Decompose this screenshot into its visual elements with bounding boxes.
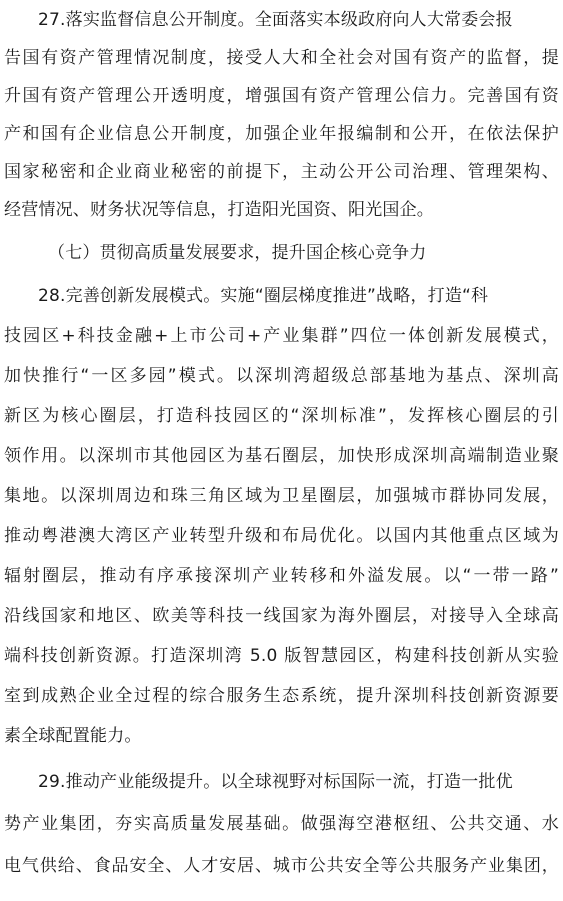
paragraph-28-line-5: 领作用。以深圳市其他园区为基石圈层，加快形成深圳高端制造业聚 (4, 446, 559, 466)
paragraph-27-line-6: 经营情况、财务状况等信息，打造阳光国资、阳光国企。 (4, 200, 434, 220)
paragraph-28-line-4: 新区为核心圈层，打造科技园区的“深圳标准”，发挥核心圈层的引 (4, 406, 559, 426)
paragraph-28-line-8: 辐射圈层，推动有序承接深圳产业转移和外溢发展。以“一带一路” (4, 566, 559, 586)
paragraph-29-line-3: 电气供给、食品安全、人才安居、城市公共安全等公共服务产业集团， (4, 856, 559, 876)
paragraph-28-line-7: 推动粤港澳大湾区产业转型升级和布局优化。以国内其他重点区域为 (4, 526, 559, 546)
paragraph-28-line-10: 端科技创新资源。打造深圳湾 5.0 版智慧园区，构建科技创新从实验 (4, 646, 559, 666)
paragraph-28-line-2: 技园区+科技金融+上市公司+产业集群”四位一体创新发展模式， (4, 326, 559, 346)
section-heading: （七）贯彻高质量发展要求，提升国企核心竞争力 (48, 243, 427, 263)
paragraph-27-line-2: 告国有资产管理情况制度，接受人大和全社会对国有资产的监督，提 (4, 48, 559, 68)
paragraph-28-line-6: 集地。以深圳周边和珠三角区域为卫星圈层，加强城市群协同发展， (4, 486, 559, 506)
paragraph-29-line-2: 势产业集团，夯实高质量发展基础。做强海空港枢纽、公共交通、水 (4, 814, 559, 834)
paragraph-27-line-3: 升国有资产管理公开透明度，增强国有资产管理公信力。完善国有资 (4, 86, 559, 106)
paragraph-27-line-1: 27.落实监督信息公开制度。全面落实本级政府向人大常委会报 (38, 10, 513, 30)
paragraph-28-line-3: 加快推行“一区多园”模式。以深圳湾超级总部基地为基点、深圳高 (4, 366, 559, 386)
paragraph-28-line-1: 28.完善创新发展模式。实施“圈层梯度推进”战略，打造“科 (38, 286, 489, 306)
paragraph-28-line-11: 室到成熟企业全过程的综合服务生态系统，提升深圳科技创新资源要 (4, 686, 559, 706)
paragraph-29-line-1: 29.推动产业能级提升。以全球视野对标国际一流，打造一批优 (38, 772, 513, 792)
paragraph-28-line-9: 沿线国家和地区、欧美等科技一线国家为海外圈层，对接导入全球高 (4, 606, 559, 626)
paragraph-28-line-12: 素全球配置能力。 (4, 726, 142, 746)
paragraph-27-line-5: 国家秘密和企业商业秘密的前提下，主动公开公司治理、管理架构、 (4, 162, 559, 182)
paragraph-27-line-4: 产和国有企业信息公开制度，加强企业年报编制和公开，在依法保护 (4, 124, 559, 144)
